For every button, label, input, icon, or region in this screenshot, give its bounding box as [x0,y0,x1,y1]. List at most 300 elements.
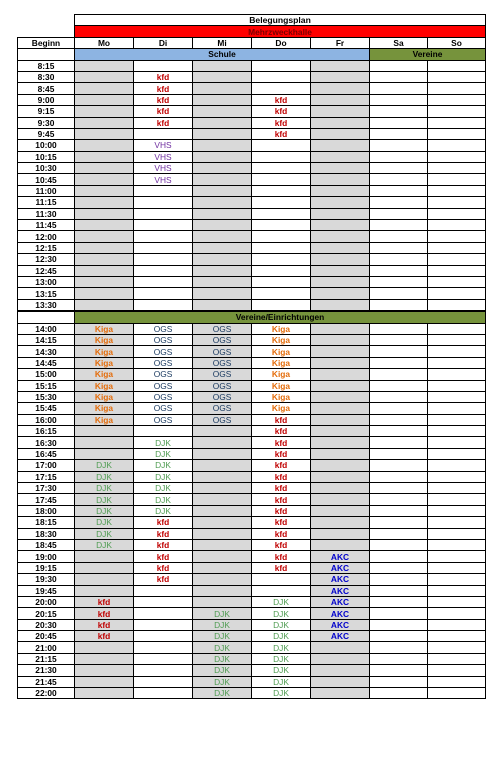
slot-sa [370,94,428,105]
slot-fr [311,391,370,402]
slot-sa [370,276,428,287]
slot-mo [75,265,134,276]
slot-di [134,631,193,642]
slot-sa [370,676,428,687]
slot-so [428,539,486,550]
schedule-row [18,574,486,585]
slot-di [134,197,193,208]
time-cell: 19:45 [18,585,75,596]
slot-do [252,197,311,208]
slot-so [428,676,486,687]
slot-do [252,276,311,287]
slot-di [134,299,193,311]
slot-di [134,208,193,219]
schedule-row [18,437,486,448]
schedule-row [18,585,486,596]
slot-mi [193,94,252,105]
slot-so [428,414,486,425]
time-cell: 15:45 [18,403,75,414]
schedule-row [18,220,486,231]
slot-mo [75,688,134,699]
time-cell: 8:30 [18,71,75,82]
schedule-row [18,448,486,459]
slot-so [428,106,486,117]
slot-mi [193,265,252,276]
schedule-row [18,619,486,630]
schedule-row [18,562,486,573]
slot-di: OGS [134,334,193,345]
time-header: Beginn [18,37,75,48]
slot-so [428,562,486,573]
slot-fr [311,528,370,539]
slot-mo [75,117,134,128]
slot-fr: AKC [311,619,370,630]
schedule-row [18,539,486,550]
time-cell: 19:30 [18,574,75,585]
slot-mo [75,128,134,139]
slot-do: kfd [252,460,311,471]
slot-so [428,391,486,402]
slot-mi [193,426,252,437]
slot-so [428,494,486,505]
slot-di: DJK [134,471,193,482]
slot-mi: DJK [193,665,252,676]
slot-mo [75,426,134,437]
schedule-row [18,403,486,414]
time-cell: 21:00 [18,642,75,653]
schedule-row [18,94,486,105]
slot-sa [370,642,428,653]
slot-so [428,265,486,276]
slot-mi: DJK [193,676,252,687]
time-cell: 12:30 [18,254,75,265]
slot-so [428,448,486,459]
slot-do [252,83,311,94]
slot-fr [311,437,370,448]
time-cell: 9:30 [18,117,75,128]
slot-sa [370,528,428,539]
slot-mo [75,665,134,676]
time-cell: 8:15 [18,60,75,71]
schedule-row [18,665,486,676]
slot-mi: DJK [193,642,252,653]
slot-di: VHS [134,174,193,185]
slot-sa [370,231,428,242]
slot-so [428,151,486,162]
schedule-row [18,288,486,299]
slot-fr [311,688,370,699]
schedule-row [18,299,486,311]
slot-do: DJK [252,608,311,619]
schedule-row [18,140,486,151]
schedule-row [18,505,486,516]
slot-do: Kiga [252,323,311,334]
slot-fr [311,517,370,528]
slot-fr [311,151,370,162]
slot-so [428,117,486,128]
slot-fr [311,483,370,494]
slot-so [428,220,486,231]
slot-sa [370,505,428,516]
corner-blank [18,15,75,26]
slot-sa [370,596,428,607]
slot-do: kfd [252,448,311,459]
time-cell: 12:45 [18,265,75,276]
slot-do: kfd [252,106,311,117]
slot-sa [370,60,428,71]
slot-sa [370,460,428,471]
slot-fr: AKC [311,574,370,585]
slot-do: DJK [252,653,311,664]
slot-mo [75,585,134,596]
slot-do [252,71,311,82]
corner-blank-2 [18,26,75,37]
time-cell: 9:45 [18,128,75,139]
slot-sa [370,71,428,82]
slot-sa [370,437,428,448]
slot-do: Kiga [252,403,311,414]
slot-so [428,185,486,196]
slot-so [428,299,486,311]
slot-do: DJK [252,665,311,676]
time-cell: 10:00 [18,140,75,151]
slot-mi: OGS [193,414,252,425]
slot-fr [311,676,370,687]
slot-do: Kiga [252,380,311,391]
slot-mo [75,163,134,174]
slot-mo: Kiga [75,346,134,357]
slot-mo [75,642,134,653]
slot-mi [193,197,252,208]
slot-so [428,60,486,71]
slot-di [134,426,193,437]
slot-di: VHS [134,151,193,162]
time-cell: 14:45 [18,357,75,368]
slot-mi [193,242,252,253]
time-cell: 11:30 [18,208,75,219]
slot-di [134,653,193,664]
slot-mi [193,106,252,117]
slot-do [252,299,311,311]
slot-so [428,551,486,562]
slot-mi [193,460,252,471]
slot-sa [370,551,428,562]
slot-mi [193,574,252,585]
slot-mo [75,299,134,311]
slot-mi [193,60,252,71]
slot-di: OGS [134,391,193,402]
slot-mo: Kiga [75,391,134,402]
slot-mi [193,448,252,459]
time-cell: 9:15 [18,106,75,117]
slot-fr [311,220,370,231]
slot-fr [311,299,370,311]
day-header-so: So [428,37,486,48]
schedule-row [18,653,486,664]
time-cell: 10:15 [18,151,75,162]
slot-mi [193,220,252,231]
slot-so [428,517,486,528]
slot-sa [370,128,428,139]
schedule-row [18,608,486,619]
slot-so [428,460,486,471]
hall-banner: Mehrzweckhalle [75,26,486,37]
time-cell: 13:00 [18,276,75,287]
slot-sa [370,380,428,391]
slot-di: kfd [134,106,193,117]
slot-di [134,254,193,265]
schedule-row [18,334,486,345]
time-cell: 17:00 [18,460,75,471]
slot-sa [370,562,428,573]
slot-mo [75,174,134,185]
slot-fr [311,128,370,139]
schedule-row [18,208,486,219]
slot-mi [193,71,252,82]
slot-mo: kfd [75,631,134,642]
time-cell: 21:15 [18,653,75,664]
slot-mo [75,242,134,253]
slot-mo [75,60,134,71]
slot-mi [193,551,252,562]
slot-sa [370,208,428,219]
slot-mi [193,585,252,596]
slot-mo: Kiga [75,357,134,368]
slot-mo: Kiga [75,414,134,425]
schedule-row [18,357,486,368]
slot-di: OGS [134,369,193,380]
time-cell: 16:45 [18,448,75,459]
slot-so [428,197,486,208]
schedule-row [18,265,486,276]
slot-mi [193,528,252,539]
slot-fr [311,174,370,185]
slot-sa [370,288,428,299]
day-header-di: Di [134,37,193,48]
slot-so [428,254,486,265]
day-header-sa: Sa [370,37,428,48]
slot-do: kfd [252,117,311,128]
time-cell: 10:30 [18,163,75,174]
slot-di [134,220,193,231]
schedule-row [18,631,486,642]
slot-di [134,242,193,253]
slot-do: Kiga [252,346,311,357]
slot-do [252,174,311,185]
slot-do [252,185,311,196]
slot-so [428,71,486,82]
time-cell: 18:00 [18,505,75,516]
slot-di: kfd [134,517,193,528]
slot-mo: DJK [75,505,134,516]
schedule-row [18,528,486,539]
schedule-row [18,242,486,253]
slot-mi: DJK [193,608,252,619]
slot-do: kfd [252,505,311,516]
slot-di: OGS [134,323,193,334]
slot-di: kfd [134,71,193,82]
band2-spacer [18,311,75,323]
slot-do: Kiga [252,369,311,380]
slot-di: kfd [134,551,193,562]
slot-sa [370,83,428,94]
slot-mo [75,151,134,162]
slot-mo [75,276,134,287]
slot-do [252,254,311,265]
slot-so [428,437,486,448]
slot-mi [193,128,252,139]
slot-di: OGS [134,357,193,368]
slot-do: DJK [252,688,311,699]
slot-so [428,288,486,299]
slot-mo: kfd [75,596,134,607]
slot-mo: DJK [75,460,134,471]
slot-so [428,334,486,345]
slot-fr: AKC [311,562,370,573]
time-cell: 16:15 [18,426,75,437]
slot-mo: kfd [75,619,134,630]
time-cell: 14:15 [18,334,75,345]
slot-di: DJK [134,483,193,494]
slot-do: kfd [252,426,311,437]
slot-di: kfd [134,539,193,550]
slot-sa [370,574,428,585]
slot-di: DJK [134,437,193,448]
slot-so [428,574,486,585]
schedule-row [18,83,486,94]
slot-do: DJK [252,642,311,653]
slot-fr [311,369,370,380]
time-cell: 19:15 [18,562,75,573]
slot-di: DJK [134,448,193,459]
slot-do [252,574,311,585]
slot-di: kfd [134,117,193,128]
slot-fr [311,323,370,334]
slot-mi: OGS [193,403,252,414]
slot-di: kfd [134,528,193,539]
slot-so [428,426,486,437]
time-cell: 20:45 [18,631,75,642]
schedule-row [18,323,486,334]
time-cell: 15:00 [18,369,75,380]
slot-sa [370,653,428,664]
slot-di: DJK [134,460,193,471]
slot-do: kfd [252,94,311,105]
slot-so [428,483,486,494]
slot-sa [370,185,428,196]
slot-sa [370,265,428,276]
slot-mi [193,276,252,287]
slot-sa [370,220,428,231]
slot-do [252,585,311,596]
schedule-row [18,391,486,402]
slot-di: kfd [134,562,193,573]
schedule-row [18,676,486,687]
slot-mi [193,151,252,162]
slot-fr [311,288,370,299]
slot-sa [370,346,428,357]
schedule-row [18,346,486,357]
slot-fr [311,448,370,459]
slot-do: kfd [252,437,311,448]
slot-mo: DJK [75,539,134,550]
slot-sa [370,608,428,619]
slot-so [428,471,486,482]
slot-mo [75,185,134,196]
slot-di: VHS [134,140,193,151]
slot-do: DJK [252,596,311,607]
slot-do [252,265,311,276]
slot-mo: Kiga [75,334,134,345]
slot-do [252,163,311,174]
slot-sa [370,483,428,494]
slot-mo: DJK [75,517,134,528]
slot-fr [311,346,370,357]
slot-mo [75,83,134,94]
time-cell: 13:15 [18,288,75,299]
slot-so [428,174,486,185]
slot-fr [311,163,370,174]
slot-fr [311,380,370,391]
slot-so [428,242,486,253]
slot-mo [75,106,134,117]
slot-sa [370,299,428,311]
schedule-row [18,460,486,471]
time-cell: 12:00 [18,231,75,242]
slot-mo: DJK [75,471,134,482]
slot-do: kfd [252,551,311,562]
slot-do: kfd [252,414,311,425]
schedule-row [18,60,486,71]
slot-mi [193,208,252,219]
slot-so [428,357,486,368]
slot-fr [311,140,370,151]
slot-mo: DJK [75,494,134,505]
slot-sa [370,369,428,380]
slot-fr [311,71,370,82]
slot-fr [311,197,370,208]
slot-fr [311,242,370,253]
slot-do: kfd [252,128,311,139]
time-cell: 13:30 [18,299,75,311]
slot-mi [193,299,252,311]
schedule-row [18,517,486,528]
slot-so [428,631,486,642]
time-cell: 20:00 [18,596,75,607]
slot-do: kfd [252,471,311,482]
slot-mi [193,163,252,174]
slot-do [252,151,311,162]
time-cell: 18:45 [18,539,75,550]
slot-do: Kiga [252,334,311,345]
slot-mo [75,71,134,82]
slot-so [428,653,486,664]
slot-mi: DJK [193,619,252,630]
slot-di [134,231,193,242]
slot-mo [75,551,134,562]
time-cell: 18:30 [18,528,75,539]
slot-do: Kiga [252,391,311,402]
slot-fr [311,414,370,425]
time-cell: 21:45 [18,676,75,687]
slot-mo: DJK [75,528,134,539]
slot-di [134,676,193,687]
slot-fr [311,185,370,196]
slot-di [134,185,193,196]
slot-sa [370,197,428,208]
slot-so [428,608,486,619]
slot-so [428,596,486,607]
